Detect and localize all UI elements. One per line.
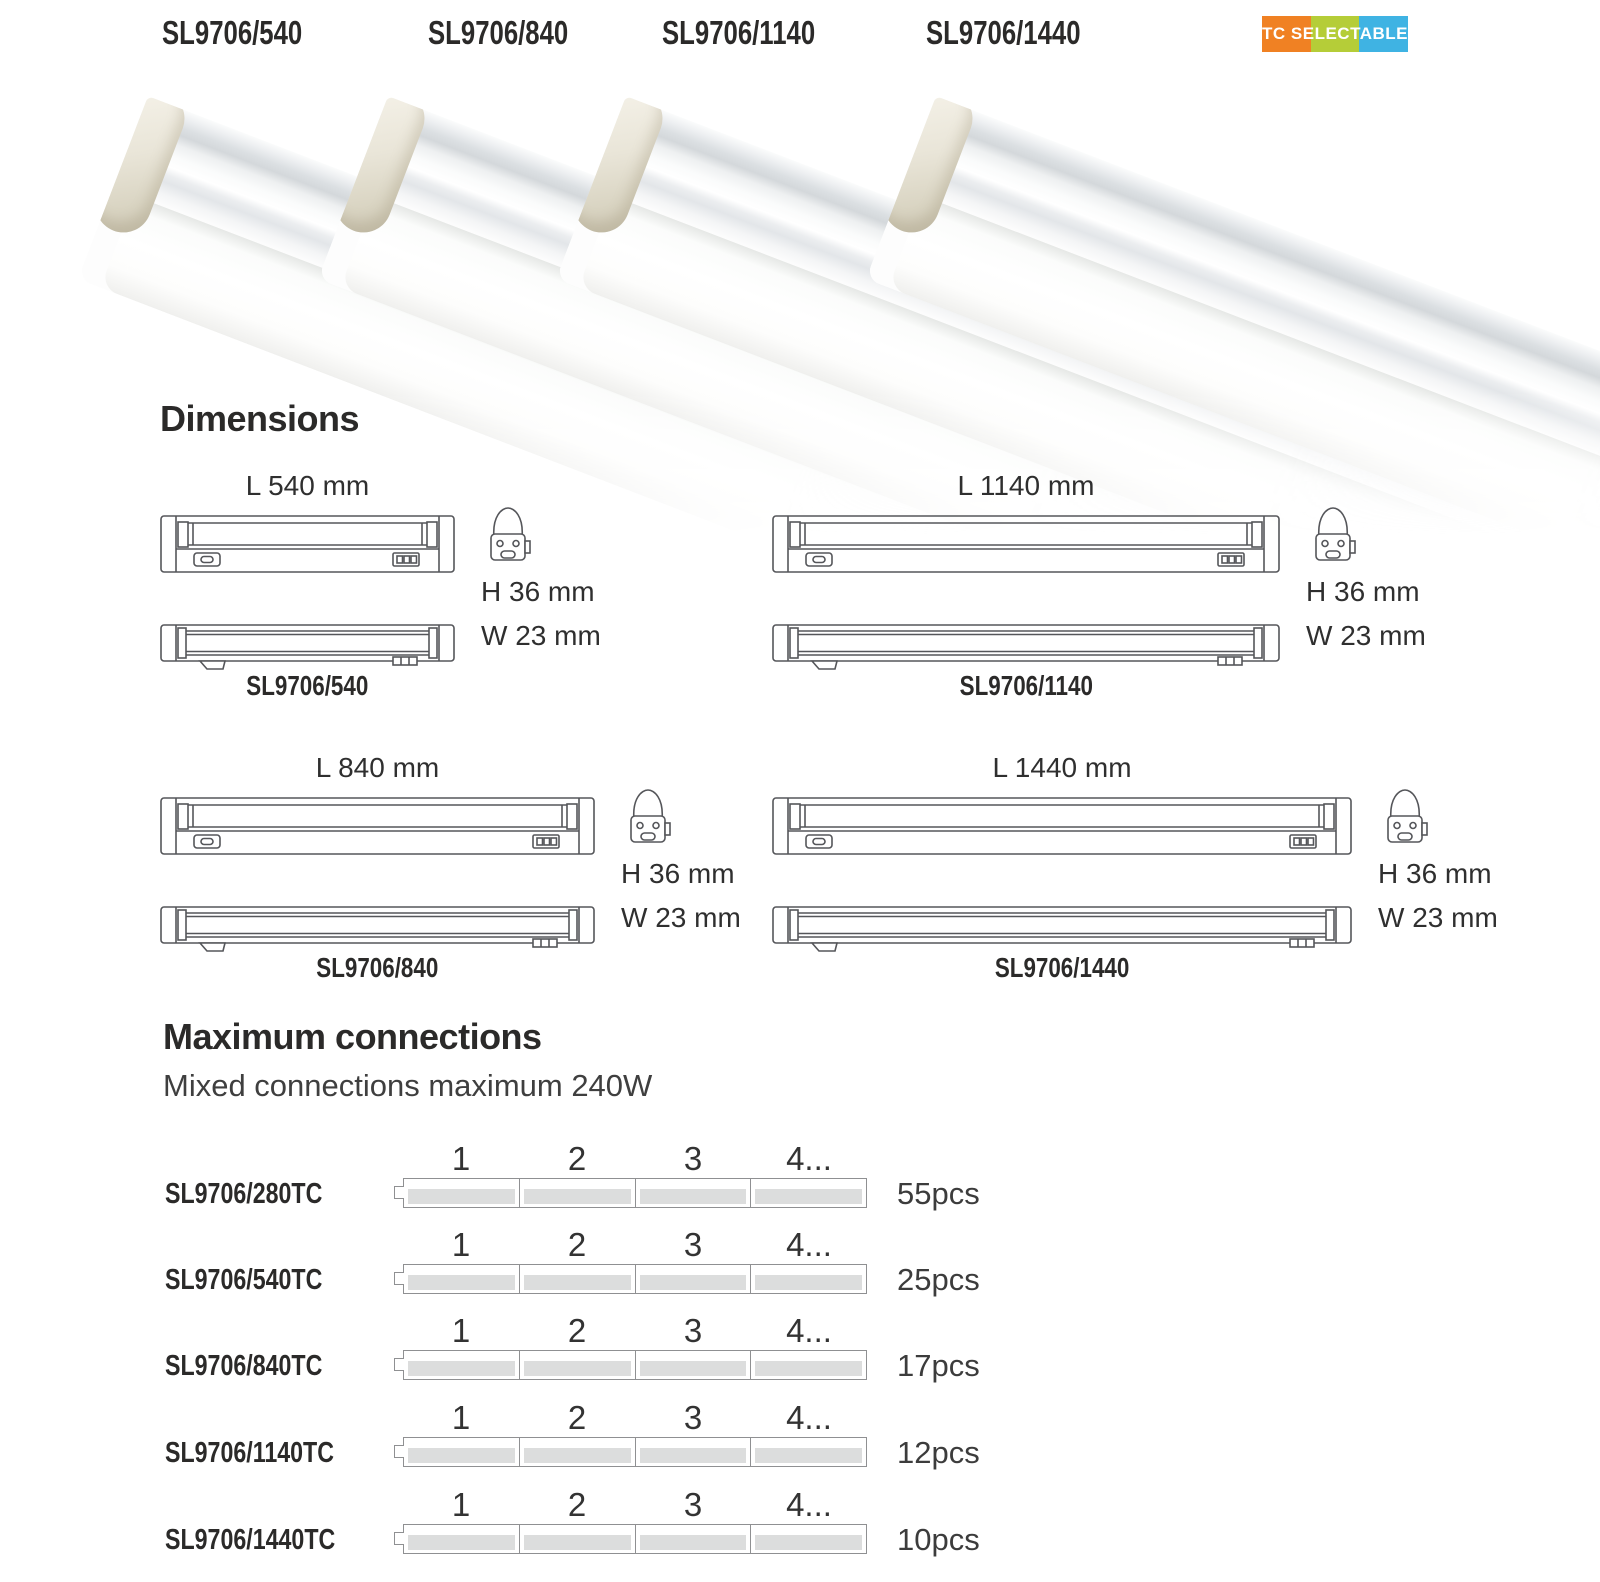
connector-nub bbox=[394, 1445, 404, 1458]
segment-number: 3 bbox=[683, 1226, 703, 1263]
segment-number: 3 bbox=[683, 1399, 703, 1436]
product-code: SL9706/840 bbox=[316, 952, 439, 983]
top-view-svg bbox=[772, 906, 1352, 944]
badge-label: TC SELECTABLE bbox=[1262, 24, 1408, 43]
segment-number: 1 bbox=[451, 1312, 471, 1349]
dimensions-title: Dimensions bbox=[160, 398, 360, 439]
end-profile-icon bbox=[1310, 504, 1356, 564]
top-view-svg bbox=[160, 906, 595, 944]
tc-selectable-badge bbox=[1262, 16, 1408, 52]
height-label: H 36 mm bbox=[621, 858, 735, 889]
end-profile-svg bbox=[625, 786, 671, 846]
end-profile-svg bbox=[485, 504, 531, 564]
product-label: SL9706/540 bbox=[162, 14, 303, 51]
luminaire-segment bbox=[520, 1179, 636, 1207]
product-code: SL9706/1140 bbox=[959, 670, 1093, 701]
connection-row bbox=[0, 1312, 1600, 1388]
product-code: SL9706/1440TC bbox=[165, 1524, 336, 1556]
top-view-svg bbox=[772, 624, 1280, 662]
connection-bar-diagram bbox=[403, 1350, 867, 1380]
luminaire-segment bbox=[636, 1438, 752, 1466]
pieces-count: 55pcs bbox=[897, 1176, 980, 1211]
segment-number: 3 bbox=[683, 1486, 703, 1523]
luminaire-segment bbox=[751, 1525, 866, 1553]
luminaire-segment bbox=[636, 1525, 752, 1553]
connection-row bbox=[0, 1486, 1600, 1562]
end-profile-icon bbox=[1382, 786, 1428, 846]
connections-subtitle: Mixed connections maximum 240W bbox=[163, 1068, 653, 1103]
luminaire-segment bbox=[636, 1179, 752, 1207]
length-label: L 840 mm bbox=[315, 752, 440, 783]
pieces-count: 10pcs bbox=[897, 1522, 980, 1557]
segment-number: 2 bbox=[567, 1140, 587, 1177]
front-view-drawing bbox=[160, 797, 595, 855]
product-code: SL9706/540 bbox=[246, 670, 369, 701]
segment-number: 3 bbox=[683, 1140, 703, 1177]
segment-numbers bbox=[403, 1399, 867, 1436]
segment-number: 4... bbox=[786, 1399, 832, 1436]
luminaire-segment bbox=[520, 1351, 636, 1379]
segment-numbers bbox=[403, 1226, 867, 1263]
top-view-drawing bbox=[160, 624, 455, 662]
luminaire-segment bbox=[751, 1351, 866, 1379]
front-view-svg bbox=[160, 797, 595, 855]
product-photo bbox=[0, 56, 1600, 534]
product-code: SL9706/280TC bbox=[165, 1178, 323, 1210]
segment-number: 4... bbox=[786, 1312, 832, 1349]
segment-number: 2 bbox=[567, 1312, 587, 1349]
front-view-drawing bbox=[772, 797, 1352, 855]
segment-number: 4... bbox=[786, 1486, 832, 1523]
pieces-count: 12pcs bbox=[897, 1435, 980, 1470]
segment-numbers bbox=[403, 1312, 867, 1349]
end-profile-svg bbox=[1310, 504, 1356, 564]
length-label: L 1140 mm bbox=[957, 470, 1095, 501]
connection-row bbox=[0, 1399, 1600, 1475]
length-label: L 540 mm bbox=[245, 470, 370, 501]
product-label: SL9706/1140 bbox=[662, 14, 816, 51]
connector-nub bbox=[394, 1272, 404, 1285]
top-view-svg bbox=[160, 624, 455, 662]
height-label: H 36 mm bbox=[1378, 858, 1492, 889]
front-view-drawing bbox=[160, 515, 455, 573]
segment-number: 2 bbox=[567, 1486, 587, 1523]
connection-row bbox=[0, 1226, 1600, 1302]
segment-numbers bbox=[403, 1140, 867, 1177]
product-code: SL9706/840TC bbox=[165, 1350, 323, 1382]
connection-bar-diagram bbox=[403, 1437, 867, 1467]
luminaire-segment bbox=[404, 1438, 520, 1466]
end-profile-icon bbox=[485, 504, 531, 564]
segment-number: 2 bbox=[567, 1399, 587, 1436]
luminaire-segment bbox=[404, 1265, 520, 1293]
front-view-svg bbox=[772, 515, 1280, 573]
connector-nub bbox=[394, 1186, 404, 1199]
luminaire-segment bbox=[520, 1265, 636, 1293]
length-label: L 1440 mm bbox=[992, 752, 1132, 783]
pieces-count: 17pcs bbox=[897, 1348, 980, 1383]
segment-number: 4... bbox=[786, 1226, 832, 1263]
product-code: SL9706/1140TC bbox=[165, 1437, 334, 1469]
connection-row bbox=[0, 1140, 1600, 1216]
connection-bar-diagram bbox=[403, 1178, 867, 1208]
product-label: SL9706/1440 bbox=[926, 14, 1081, 51]
top-view-drawing bbox=[772, 624, 1280, 662]
connector-nub bbox=[394, 1532, 404, 1545]
segment-number: 3 bbox=[683, 1312, 703, 1349]
end-profile-svg bbox=[1382, 786, 1428, 846]
height-label: H 36 mm bbox=[481, 576, 595, 607]
connector-nub bbox=[394, 1358, 404, 1371]
product-code: SL9706/1440 bbox=[994, 952, 1130, 983]
luminaire-segment bbox=[751, 1265, 866, 1293]
luminaire-segment bbox=[404, 1351, 520, 1379]
luminaire-segment bbox=[636, 1265, 752, 1293]
segment-numbers bbox=[403, 1486, 867, 1523]
height-label: H 36 mm bbox=[1306, 576, 1420, 607]
product-label: SL9706/840 bbox=[428, 14, 569, 51]
segment-number: 1 bbox=[451, 1399, 471, 1436]
front-view-drawing bbox=[772, 515, 1280, 573]
end-profile-icon bbox=[625, 786, 671, 846]
width-label: W 23 mm bbox=[481, 620, 601, 651]
segment-number: 1 bbox=[451, 1140, 471, 1177]
connections-title: Maximum connections bbox=[163, 1016, 542, 1057]
top-view-drawing bbox=[772, 906, 1352, 944]
luminaire-segment bbox=[636, 1351, 752, 1379]
width-label: W 23 mm bbox=[1306, 620, 1426, 651]
luminaire-segment bbox=[751, 1438, 866, 1466]
width-label: W 23 mm bbox=[621, 902, 741, 933]
front-view-svg bbox=[772, 797, 1352, 855]
width-label: W 23 mm bbox=[1378, 902, 1498, 933]
segment-number: 1 bbox=[451, 1486, 471, 1523]
connection-bar-diagram bbox=[403, 1524, 867, 1554]
luminaire-segment bbox=[404, 1179, 520, 1207]
top-view-drawing bbox=[160, 906, 595, 944]
front-view-svg bbox=[160, 515, 455, 573]
luminaire-segment bbox=[404, 1525, 520, 1553]
segment-number: 2 bbox=[567, 1226, 587, 1263]
segment-number: 1 bbox=[451, 1226, 471, 1263]
luminaire-segment bbox=[520, 1525, 636, 1553]
pieces-count: 25pcs bbox=[897, 1262, 980, 1297]
luminaire-segment bbox=[751, 1179, 866, 1207]
segment-number: 4... bbox=[786, 1140, 832, 1177]
luminaire-segment bbox=[520, 1438, 636, 1466]
product-code: SL9706/540TC bbox=[165, 1264, 323, 1296]
connection-bar-diagram bbox=[403, 1264, 867, 1294]
